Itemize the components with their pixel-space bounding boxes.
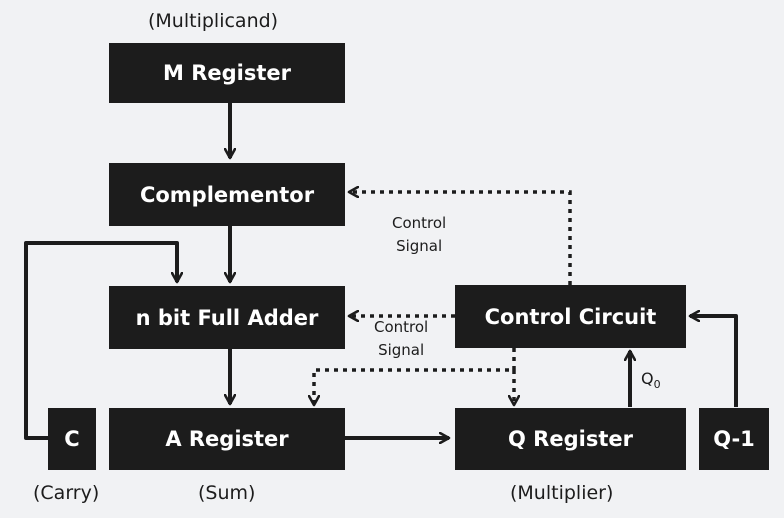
- a-register-block: A Register: [109, 408, 345, 470]
- carry-flag-block: C: [48, 408, 96, 470]
- control-signal-label-top: [392, 212, 446, 258]
- q-minus-1-block: Q-1: [699, 408, 769, 470]
- sum-caption: (Sum): [198, 482, 256, 504]
- complementor-block: Complementor: [109, 163, 345, 226]
- control-signal-mid-line-2: Signal: [378, 341, 425, 359]
- q0-label: [641, 369, 661, 391]
- m-register-block: M Register: [109, 43, 345, 103]
- control-signal-top-line-2: Signal: [396, 237, 443, 255]
- q0-subscript: 0: [653, 378, 661, 392]
- dotted-control-to-complementor: [349, 192, 570, 285]
- control-circuit-block: Control Circuit: [455, 285, 686, 348]
- control-signal-top-line-1: Control: [392, 214, 447, 232]
- multiplicand-caption: (Multiplicand): [148, 10, 279, 32]
- control-signal-label-mid: [374, 316, 428, 362]
- q-register-block: Q Register: [455, 408, 686, 470]
- full-adder-block: n bit Full Adder: [109, 286, 345, 349]
- multiplier-caption: (Multiplier): [510, 482, 614, 504]
- carry-caption: (Carry): [33, 482, 100, 504]
- arrow-q-minus-1-to-control-circuit: [690, 316, 736, 407]
- q0-letter: Q: [641, 369, 654, 388]
- control-signal-mid-line-1: Control: [374, 318, 429, 336]
